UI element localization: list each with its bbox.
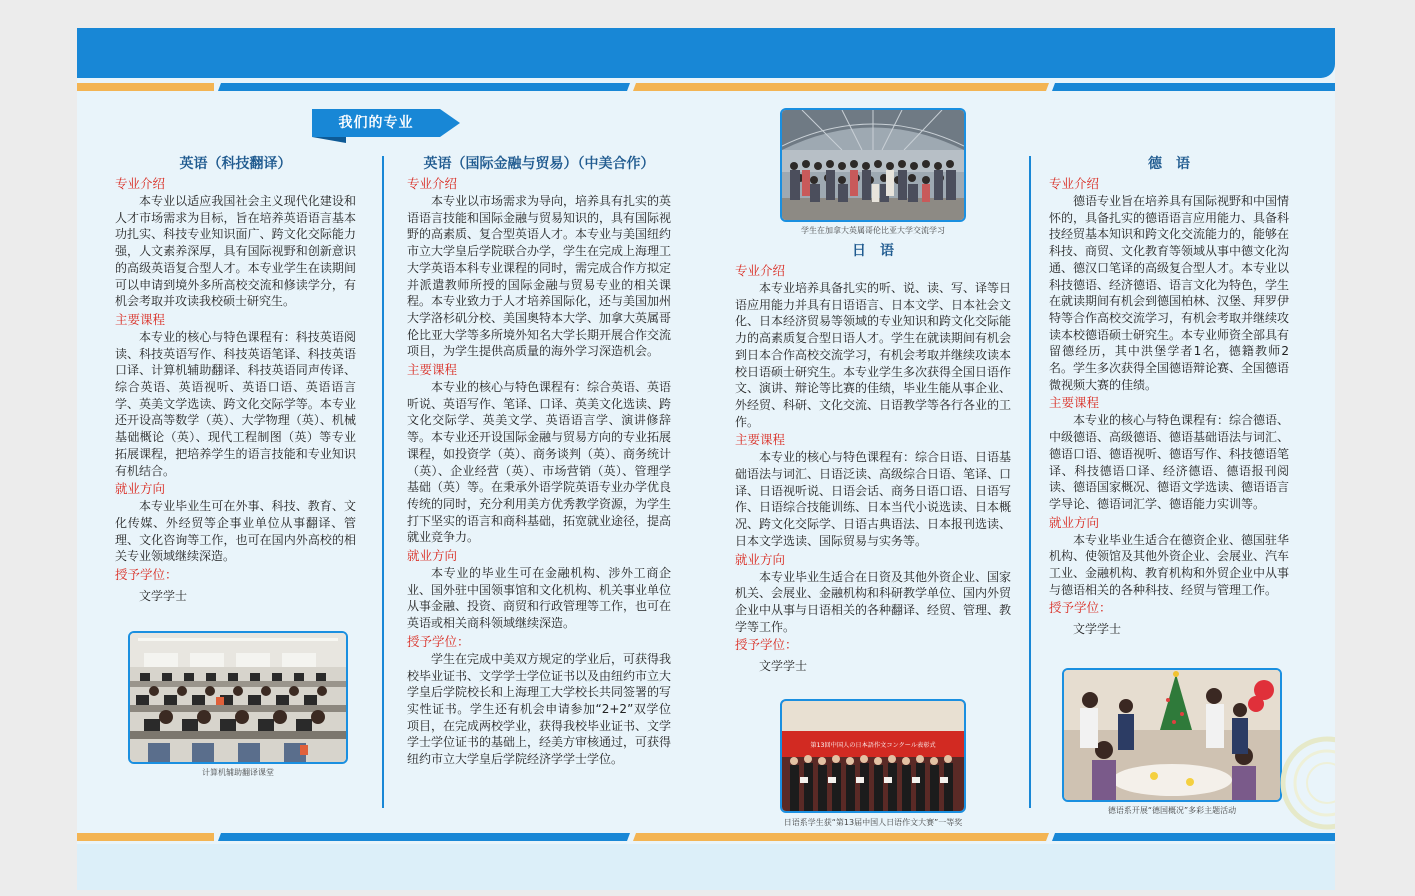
- intro-text: 本专业以适应我国社会主义现代化建设和人才市场需求为目标，旨在培养英语语言基本功扎实、科技专业知识面广、跨文化交际能力强，人文素养深厚，具有国际视野和创新意识的高级英语复合型人才。本专业学生在读期间可以申请到境外多所高校交流和修读学分，有机会考取并攻读我校硕士研究生。: [115, 194, 356, 309]
- courses-text: 本专业的核心与特色课程有：综合英语、英语听说、英语写作、笔译、口译、英美文化选读、跨文化交际学、英美文学、英语语言学、演讲修辞等。本专业还开设国际金融与贸易方向的专业拓展课程，如投资学（英）、商务谈判（英）、商务统计（英）、企业经营（英）、市场营销（英）、管理学基础（英）等。在秉承外语学院英语专业办学优良传统的同时，充分利用美方优秀教学资源，为学生打下坚实的语言和商科基础，拓宽就业途径，提高就业竞争力。: [407, 380, 672, 545]
- column-japanese: [735, 241, 1011, 675]
- degree-text: 文学学士: [139, 589, 188, 604]
- intro-text: 本专业培养具备扎实的听、说、读、写、译等日语应用能力并具有日语语言、日本文学、日本社会文化、日本经济贸易等领域的专业知识和跨文化交际能力的高素质复合型日语人才。学生在就读期间有机会到日本合作高校交流学习，有机会考取并继续攻读本校日语硕士研究生。本专业学生多次获得全国日语作文、演讲、辩论等比赛的佳绩，毕业生能从事企业、外经贸、科研、文化交流、日语教学等各行各业的工作。: [735, 281, 1012, 429]
- courses-heading: 主要课程: [735, 432, 786, 448]
- top-stripe: [77, 83, 1335, 91]
- intro-heading: 专业介绍: [407, 176, 458, 191]
- career-heading: 就业方向: [115, 481, 166, 497]
- header-band: [77, 28, 1335, 78]
- courses-text: 本专业的核心与特色课程有：科技英语阅读、科技英语写作、科技英语笔译、科技英语口译、计算机辅助翻译、科技英语同声传译、综合英语、英语视听、英语口语、英语语言学、英美文学选读、跨文化交际学等。本专业还开设高等数学（英）、大学物理（英）、机械基础概论（英）、现代工程制图（英）等专业拓展课程，把培养学生的语言技能和专业知识有机结合。: [115, 329, 356, 478]
- photo-ubc-exchange: [780, 108, 966, 222]
- courses-heading: 主要课程: [115, 311, 166, 327]
- footer-band: [77, 844, 1335, 890]
- emblem-watermark-icon: [1277, 733, 1335, 833]
- photo-ubc-exchange-caption: 学生在加拿大英属哥伦比亚大学交流学习: [801, 226, 945, 235]
- career-heading: 就业方向: [1049, 514, 1100, 530]
- degree-heading: 授予学位：: [735, 637, 798, 653]
- photo-german-activity: [1062, 668, 1282, 802]
- section-banner: [312, 109, 462, 141]
- intro-heading: 专业介绍: [115, 176, 166, 191]
- courses-text: 本专业的核心与特色课程有：综合日语、日语基础语法与词汇、日语泛读、高级综合日语、笔译、口译、日语视听说、日语会话、商务日语口语、日语写作、日语综合技能训练、日本当代小说选读、日本概况、跨文化交际学、日语古典语法、日本报刊选读、日本文学选读、国际贸易与实务等。: [735, 450, 1012, 548]
- column-english-finance: [407, 154, 671, 768]
- degree-heading: 授予学位：: [115, 567, 178, 583]
- photo-computer-lab: [128, 631, 348, 764]
- career-heading: 就业方向: [735, 551, 786, 567]
- intro-text: 本专业以市场需求为导向，培养具有扎实的英语语言技能和国际金融与贸易知识的，具有国际视野的高素质、复合型英语人才。本专业与美国纽约市立大学皇后学院联合办学，学生在完成上海理工大学英语本科专业课程的同时，需完成合作方拟定并派遣教师所授的国际金融与贸易专业的相关课程。本专业致力于人才培养国际化，还与美国加州大学洛杉矶分校、美国奥特本大学、加拿大英属哥伦比亚大学等多所境外知名大学长期开展合作交流项目，为学生提供高质量的海外学习深造机会。: [407, 194, 672, 359]
- degree-text: 文学学士: [759, 659, 808, 674]
- degree-text: 学生在完成中美双方规定的学业后，可获得我校毕业证书、文学学士学位证书以及由纽约市立大学皇后学院校长和上海理工大学校长共同签署的写实性证书。学生还有机会申请参加“2+2”双学位项目，在完成两校学业，获得我校毕业证书、文学学士学位证书的基础上，经美方审核通过，可获得纽约市立大学皇后学院经济学学士学位。: [407, 651, 672, 767]
- computer-lab-image: [130, 633, 346, 762]
- courses-heading: 主要课程: [1049, 395, 1100, 411]
- column-title: 英语（科技翻译）: [179, 156, 292, 172]
- german-activity-image: [1064, 670, 1280, 800]
- degree-heading: 授予学位：: [1049, 600, 1112, 616]
- column-german: [1049, 154, 1289, 638]
- ubc-exchange-image: [782, 110, 964, 220]
- column-title: 日 语: [852, 243, 894, 259]
- career-text: 本专业毕业生适合在德资企业、德国驻华机构、使领馆及其他外资企业、会展业、汽车工业、金融机构、教育机构和外贸企业中从事与德语相关的各种科技、经贸与管理工作。: [1049, 532, 1290, 597]
- photo-essay-award: [780, 699, 966, 813]
- column-divider: [1029, 156, 1031, 808]
- intro-heading: 专业介绍: [735, 263, 786, 278]
- degree-text: 文学学士: [1073, 622, 1122, 637]
- photo-essay-award-caption: 日语系学生获“第13届中国人日语作文大赛”一等奖: [783, 818, 963, 827]
- intro-heading: 专业介绍: [1049, 176, 1100, 191]
- intro-text: 德语专业旨在培养具有国际视野和中国情怀的，具备扎实的德语语言应用能力、具备科技经贸基本知识和跨文化交流能力的，能够在科技、商贸、文化教育等领域从事中德文化沟通、德汉口笔译的高级复合型人才。本专业以科技德语、经济德语、语言文化为特色，学生在就读期间有机会到德国柏林、汉堡、拜罗伊特等合作高校交流学习，有机会考取并继续攻读本校德语硕士研究生。本专业师资全部具有留德经历，其中洪堡学者1名，德籍教师2名。学生多次获得全国德语辩论赛、全国德语微视频大赛的佳绩。: [1049, 194, 1290, 392]
- column-title: 德 语: [1148, 156, 1190, 172]
- courses-heading: 主要课程: [407, 362, 458, 378]
- column-title: 英语（国际金融与贸易）（中美合作）: [423, 156, 655, 172]
- career-heading: 就业方向: [407, 548, 458, 564]
- column-divider: [382, 156, 384, 808]
- column-english-tech: [115, 154, 356, 605]
- award-banner-text: 第13回中国人の日本語作文コンクール表彰式: [810, 742, 936, 749]
- career-text: 本专业的毕业生可在金融机构、涉外工商企业、国外驻中国领事馆和文化机构、机关事业单位从事金融、投资、商贸和行政管理等工作，也可在英语或相关商科领域继续深造。: [407, 566, 672, 631]
- courses-text: 本专业的核心与特色课程有：综合德语、中级德语、高级德语、德语基础语法与词汇、德语口语、德语视听、德语写作、科技德语笔译、科技德语口译、经济德语、德语报刊阅读、德语国家概况、德语文学选读、德语语言学导论、德语词汇学、德语能力实训等。: [1049, 413, 1290, 511]
- section-banner-label: 我们的专业: [338, 115, 414, 131]
- photo-german-activity-caption: 德语系开展“德国概况”多彩主题活动: [1107, 806, 1237, 815]
- photo-computer-lab-caption: 计算机辅助翻译课堂: [202, 768, 274, 777]
- career-text: 本专业毕业生适合在日资及其他外资企业、国家机关、会展业、金融机构和科研教学单位、国内外贸企业中从事与日语相关的各种翻译、经贸、管理、教学等工作。: [735, 569, 1012, 634]
- essay-award-image: [782, 701, 964, 811]
- career-text: 本专业毕业生可在外事、科技、教育、文化传媒、外经贸等企事业单位从事翻译、管理、文化咨询等工作，也可在国内外高校的相关专业领域继续深造。: [115, 499, 356, 564]
- brochure-page: [77, 28, 1335, 890]
- degree-heading: 授予学位：: [407, 633, 470, 649]
- bottom-stripe: [77, 833, 1335, 841]
